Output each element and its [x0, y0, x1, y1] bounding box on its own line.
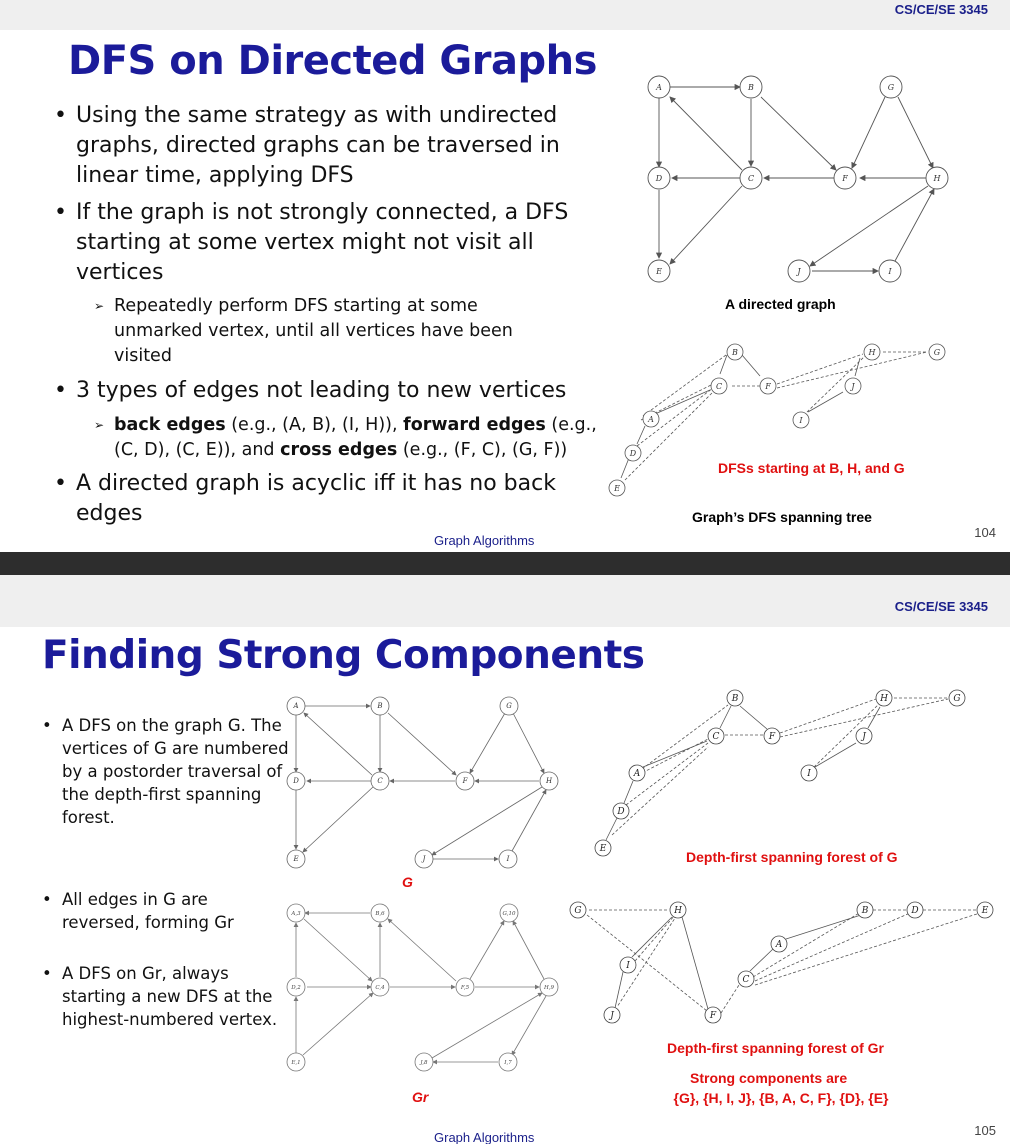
node-label: D	[655, 174, 663, 183]
node-label: G	[574, 906, 582, 916]
caption-components-list: {G}, {H, I, J}, {B, A, C, F}, {D}, {E}	[673, 1090, 889, 1106]
sub-bullet-text: Repeatedly perform DFS starting at some unmarked vertex, until all vertices have been visited	[114, 296, 513, 366]
label-graph-gr: Gr	[412, 1089, 429, 1105]
header-band	[0, 0, 1010, 30]
course-code: CS/CE/SE 3345	[894, 599, 988, 614]
node-label: F	[709, 1011, 717, 1021]
bullet-1: • Using the same strategy as with undirected graphs, directed graphs can be traversed in linear time, applying DFS	[54, 103, 560, 188]
node-label: H	[868, 348, 876, 357]
node-label: H,9	[543, 985, 555, 991]
caption-forest-g: Depth-first spanning forest of G	[686, 849, 898, 865]
node-label: H	[880, 694, 888, 704]
node-label: A	[293, 702, 299, 710]
bullet-1: • A DFS on the graph G. The vertices of G are numbered by a postorder traversal of the depth-first spanning forest.	[42, 716, 289, 827]
node-label: D,2	[291, 985, 301, 991]
node-label: C	[742, 975, 750, 985]
node-label: B	[732, 348, 738, 357]
bullet-text: If the graph is not strongly connected, a DFS starting at some vertex might not visit all vertices	[76, 200, 569, 285]
bullet-text: A DFS on the graph G. The vertices of G are numbered by a postorder traversal of the depth-first spanning forest.	[62, 716, 289, 827]
bullet-text: All edges in G are reversed, forming Gr	[62, 890, 234, 932]
node-label: I	[799, 416, 803, 425]
node-label: A,3	[291, 911, 301, 917]
node-label: I	[807, 769, 811, 779]
node-label: J,8	[420, 1060, 428, 1066]
node-label: F	[842, 174, 848, 183]
slide-title: DFS on Directed Graphs	[68, 38, 597, 84]
bullet-text: Using the same strategy as with undirected graphs, directed graphs can be traversed in linear time, applying DFS	[76, 103, 560, 188]
forest-gr-figure	[565, 901, 1000, 1031]
slide-105	[0, 575, 1010, 1144]
node-label: D	[293, 777, 299, 785]
node-label: D	[911, 906, 919, 916]
sub-bullet-1: ➢ Repeatedly perform DFS starting at some unmarked vertex, until all vertices have been visited	[94, 296, 513, 366]
bullet-text: 3 types of edges not leading to new vertices	[76, 378, 567, 403]
node-label: B	[731, 694, 739, 704]
bullet-3: • 3 types of edges not leading to new vertices	[54, 378, 567, 403]
cross-edges-label: cross edges	[280, 440, 398, 460]
back-edges-label: back edges	[114, 415, 226, 435]
node-label: B	[861, 906, 869, 916]
forest-g-figure	[590, 685, 975, 855]
course-code: CS/CE/SE 3345	[894, 2, 988, 17]
node-label: G	[506, 702, 512, 710]
node-label: I	[506, 855, 510, 863]
slide-104	[0, 0, 1010, 552]
label-graph-g: G	[402, 874, 413, 890]
node-label: C,4	[375, 985, 385, 991]
node-label: C	[747, 174, 755, 183]
caption-spanning-tree: Graph’s DFS spanning tree	[692, 509, 872, 525]
node-label: E	[656, 267, 662, 276]
node-label: E,1	[291, 1060, 301, 1066]
footer-topic: Graph Algorithms	[434, 1130, 535, 1144]
node-label: I	[626, 961, 630, 971]
node-label: B,6	[375, 911, 385, 917]
node-label: I,7	[504, 1060, 512, 1066]
node-label: G	[933, 348, 941, 357]
bullet-text: A directed graph is acyclic iff it has no back edges	[76, 471, 556, 526]
directed-graph-figure	[630, 70, 960, 290]
bullet-2: • If the graph is not strongly connected, a DFS starting at some vertex might not visit all vertices	[54, 200, 569, 285]
node-label: B	[748, 83, 754, 92]
page-number: 104	[974, 525, 996, 540]
caption-dfs-starts: DFSs starting at B, H, and G	[718, 460, 905, 476]
node-label: F	[462, 777, 468, 785]
node-label: I	[888, 267, 892, 276]
node-label: J	[610, 1011, 614, 1021]
node-label: H	[545, 777, 553, 785]
bullet-3: • A DFS on Gr, always starting a new DFS at the highest-numbered vertex.	[42, 964, 278, 1029]
back-edges-example: (e.g., (A, B), (I, H)),	[225, 415, 404, 435]
slide-title: Finding Strong Components	[42, 633, 645, 678]
node-label: F,5	[460, 985, 470, 991]
forward-edges-label: forward edges	[403, 415, 546, 435]
sub-bullet-2: ➢ back edges (e.g., (A, B), (I, H)), forward edges (e.g., (C, D), (C, E)), and cross edges (e.g., (F, C), (G, F))	[94, 415, 597, 460]
node-label: H	[674, 906, 682, 916]
node-label: G	[953, 694, 961, 704]
node-label: G	[887, 83, 895, 92]
node-label: J	[422, 855, 426, 863]
bullet-4: • A directed graph is acyclic iff it has no back edges	[54, 471, 556, 526]
bullet-2: • All edges in G are reversed, forming Gr	[42, 890, 234, 932]
node-label: J	[851, 382, 855, 391]
node-label: H	[933, 174, 941, 183]
node-label: J	[862, 732, 866, 742]
node-label: E	[599, 844, 607, 854]
slide-separator	[0, 552, 1010, 575]
node-label: J	[797, 267, 801, 276]
node-label: E	[981, 906, 989, 916]
node-label: G,10	[502, 911, 516, 917]
node-label: C	[377, 777, 383, 785]
node-label: F	[765, 382, 771, 391]
node-label: A	[648, 415, 654, 424]
graph-gr-figure	[280, 905, 560, 1070]
forward-edges-example: (e.g., (C, D), (C, E)), and	[114, 415, 597, 460]
node-label: A	[656, 83, 662, 92]
node-label: F	[768, 732, 776, 742]
caption-components-heading: Strong components are	[690, 1070, 848, 1086]
node-label: C	[712, 732, 720, 742]
footer-topic: Graph Algorithms	[434, 533, 535, 548]
dfs-spanning-tree-figure	[605, 340, 950, 500]
node-label: C	[715, 382, 723, 391]
node-label: A	[633, 769, 641, 779]
node-label: D	[617, 807, 625, 817]
bullet-text: A DFS on Gr, always starting a new DFS at the highest-numbered vertex.	[62, 964, 278, 1029]
caption-forest-gr: Depth-first spanning forest of Gr	[667, 1040, 884, 1056]
caption-directed-graph: A directed graph	[725, 296, 836, 312]
graph-g-figure	[280, 695, 560, 871]
cross-edges-example: (e.g., (F, C), (G, F))	[397, 440, 568, 460]
page-number: 105	[974, 1123, 996, 1138]
node-label: E	[293, 855, 299, 863]
header-band	[0, 575, 1010, 627]
node-label: B	[377, 702, 383, 710]
node-label: E	[614, 484, 620, 493]
node-label: D	[629, 449, 637, 458]
node-label: A	[775, 940, 783, 950]
